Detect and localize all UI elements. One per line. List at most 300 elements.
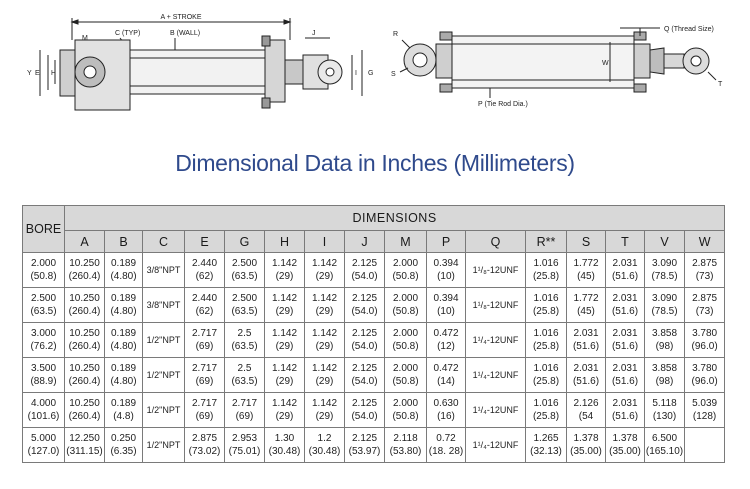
cell-inch-value: 1.772 [573, 258, 599, 269]
cell-mm-value: (101.6) [27, 411, 60, 422]
column-header: G [225, 231, 265, 253]
table-cell [606, 253, 645, 288]
cell-inch-value: 3.090 [651, 258, 678, 269]
cell-inch-value: 1¹/₄-12UNF [472, 369, 519, 380]
cell-mm-value: (53.80) [389, 446, 422, 457]
cell-mm-value: (25.8) [532, 411, 560, 422]
table-cell [427, 288, 466, 323]
cell-inch-value: 1/2"NPT [146, 404, 181, 415]
cell-inch-value: 0.189 [110, 293, 137, 304]
table-cell [466, 253, 526, 288]
cell-inch-value: 1/2"NPT [146, 439, 181, 450]
cell-inch-value: 1.142 [311, 398, 338, 409]
table-cell [105, 288, 143, 323]
cell-inch-value: 2.000 [392, 293, 419, 304]
cell-mm-value: (69) [195, 341, 214, 352]
cell-inch-value: 1.2 [317, 433, 332, 444]
cell-mm-value: (78.5) [651, 271, 678, 282]
cell-inch-value: 2.5 [237, 363, 252, 374]
table-cell [567, 253, 606, 288]
label-j: J [312, 30, 316, 37]
cell-mm-value: (25.8) [532, 341, 560, 352]
cell-inch-value: 1/2"NPT [146, 369, 181, 380]
table-cell [645, 323, 685, 358]
table-cell [305, 393, 345, 428]
table-cell [385, 323, 427, 358]
table-cell [466, 428, 526, 463]
table-row [23, 393, 725, 428]
table-cell [526, 253, 567, 288]
cell-mm-value: (12) [437, 341, 455, 352]
table-cell [65, 393, 105, 428]
cell-mm-value: (51.6) [611, 376, 639, 387]
cell-inch-value: 3/8"NPT [146, 264, 181, 275]
table-cell [685, 358, 725, 393]
cell-inch-value: 3.780 [692, 363, 718, 374]
cell-mm-value: (25.8) [532, 306, 560, 317]
cell-inch-value: 0.72 [436, 433, 456, 444]
table-cell [345, 428, 385, 463]
cell-mm-value: (10) [437, 306, 455, 317]
cell-inch-value: 2.031 [612, 398, 638, 409]
cell-inch-value: 2.717 [231, 398, 258, 409]
cell-inch-value: 2.118 [393, 433, 418, 444]
cell-mm-value: (69) [195, 376, 214, 387]
table-cell [185, 393, 225, 428]
table-cell [185, 288, 225, 323]
cell-inch-value: 1.142 [271, 258, 298, 269]
table-cell [385, 428, 427, 463]
column-header: I [305, 231, 345, 253]
column-header: J [345, 231, 385, 253]
cell-inch-value: 1.142 [271, 398, 298, 409]
table-cell [567, 428, 606, 463]
cell-inch-value: 1.016 [533, 258, 559, 269]
cell-mm-value: (62) [195, 306, 214, 317]
table-cell [645, 393, 685, 428]
cell-mm-value: (30.48) [268, 446, 301, 457]
table-cell [265, 428, 305, 463]
table-row [23, 428, 725, 463]
label-a-stroke: A + STROKE [160, 14, 202, 21]
cell-inch-value: 3/8"NPT [146, 299, 181, 310]
table-cell [427, 253, 466, 288]
table-cell [305, 253, 345, 288]
cell-mm-value: (14) [437, 376, 455, 387]
table-cell [606, 393, 645, 428]
cell-mm-value: (51.6) [611, 271, 639, 282]
column-header-row [23, 231, 725, 253]
table-cell [685, 428, 725, 463]
table-cell [265, 253, 305, 288]
table-cell [305, 358, 345, 393]
cell-inch-value: 1.142 [311, 328, 338, 339]
table-cell [143, 428, 185, 463]
cell-mm-value: (260.4) [68, 376, 101, 387]
technical-drawings [0, 0, 750, 140]
cell-inch-value: 2.126 [573, 398, 599, 409]
cell-mm-value: (62) [195, 271, 214, 282]
column-header: V [645, 231, 685, 253]
cell-mm-value: (96.0) [691, 376, 718, 387]
dimensions-header: DIMENSIONS [65, 206, 725, 231]
cell-mm-value: (50.8) [392, 411, 419, 422]
cell-inch-value: 2.000 [392, 258, 419, 269]
table-cell [23, 288, 65, 323]
cell-mm-value: (128) [692, 411, 717, 422]
cell-inch-value: 0.189 [110, 363, 137, 374]
table-cell [143, 393, 185, 428]
table-cell [685, 323, 725, 358]
cell-inch-value: 1.142 [311, 258, 338, 269]
cell-inch-value: 1¹/₈-12UNF [472, 264, 519, 275]
cell-mm-value: (30.48) [308, 446, 341, 457]
table-cell [685, 253, 725, 288]
cell-mm-value: (29) [315, 306, 334, 317]
table-cell [105, 428, 143, 463]
cell-inch-value: 0.189 [110, 398, 137, 409]
cell-mm-value: (311.15) [66, 446, 103, 457]
cell-mm-value: (260.4) [68, 271, 101, 282]
table-cell [265, 358, 305, 393]
cell-mm-value: (260.4) [68, 341, 101, 352]
table-cell [65, 323, 105, 358]
cell-inch-value: 3.780 [692, 328, 718, 339]
table-cell [385, 358, 427, 393]
cell-inch-value: 3.000 [30, 328, 57, 339]
cell-mm-value: (4.8) [113, 411, 134, 422]
label-e: E [35, 70, 40, 77]
cell-mm-value: (54.0) [351, 271, 378, 282]
table-cell [23, 323, 65, 358]
cell-mm-value: (260.4) [68, 306, 101, 317]
column-header: M [385, 231, 427, 253]
table-cell [143, 288, 185, 323]
cell-inch-value: 1.142 [271, 363, 298, 374]
table-cell [645, 288, 685, 323]
cell-mm-value: (165.10) [645, 446, 684, 457]
table-cell [185, 358, 225, 393]
cell-inch-value: 2.717 [191, 328, 218, 339]
cell-mm-value: (29) [315, 376, 334, 387]
table-cell [105, 358, 143, 393]
cell-mm-value: (50.8) [392, 376, 419, 387]
table-cell [23, 428, 65, 463]
cell-mm-value: (18. 28) [428, 446, 464, 457]
table-cell [65, 428, 105, 463]
table-cell [345, 358, 385, 393]
label-t: T [718, 81, 723, 88]
column-header: B [105, 231, 143, 253]
cell-inch-value: 2.125 [351, 398, 378, 409]
cell-inch-value: 10.250 [69, 293, 100, 304]
table-cell [526, 358, 567, 393]
table-cell [606, 358, 645, 393]
cell-inch-value: 4.000 [30, 398, 57, 409]
cell-inch-value: 3.858 [651, 363, 678, 374]
cell-mm-value: (29) [315, 341, 334, 352]
cell-mm-value: (54.0) [351, 376, 378, 387]
cell-inch-value: 2.717 [191, 363, 218, 374]
table-cell [385, 393, 427, 428]
cell-mm-value: (50.8) [392, 271, 419, 282]
cell-inch-value: 2.875 [692, 258, 718, 269]
cell-inch-value: 2.440 [191, 293, 218, 304]
cell-inch-value: 10.250 [69, 398, 100, 409]
cell-inch-value: 10.250 [69, 363, 100, 374]
cell-mm-value: (54.0) [351, 411, 378, 422]
cell-mm-value: (25.8) [532, 271, 560, 282]
cell-mm-value: (98) [655, 341, 674, 352]
cell-inch-value: 5.118 [652, 398, 677, 409]
cell-mm-value: (50.8) [392, 306, 419, 317]
label-y: Y [27, 70, 32, 77]
column-header: P [427, 231, 466, 253]
cell-mm-value: (63.5) [231, 341, 258, 352]
cell-inch-value: 2.031 [612, 363, 638, 374]
table-cell [567, 393, 606, 428]
cell-mm-value: (29) [275, 376, 294, 387]
label-m: M [82, 35, 88, 42]
cell-mm-value: (16) [437, 411, 455, 422]
cell-inch-value: 10.250 [69, 258, 100, 269]
table-cell [225, 358, 265, 393]
cell-mm-value: (69) [235, 411, 254, 422]
table-cell [225, 393, 265, 428]
cell-inch-value: 6.500 [651, 433, 678, 444]
table-cell [23, 253, 65, 288]
cell-mm-value: (63.5) [231, 271, 258, 282]
table-cell [427, 428, 466, 463]
table-cell [427, 358, 466, 393]
cell-inch-value: 0.472 [433, 328, 459, 339]
cell-inch-value: 1.30 [274, 433, 295, 444]
label-h: H [51, 70, 57, 77]
cell-inch-value: 2.440 [191, 258, 218, 269]
cell-mm-value: (29) [275, 341, 294, 352]
table-cell [606, 323, 645, 358]
cell-inch-value: 1.772 [573, 293, 599, 304]
cell-mm-value: (35.00) [570, 446, 602, 457]
cell-inch-value: 3.090 [651, 293, 678, 304]
cell-inch-value: 2.500 [231, 258, 258, 269]
cell-inch-value: 2.125 [351, 293, 378, 304]
cell-mm-value: (51.6) [611, 411, 639, 422]
cell-mm-value: (54 [578, 411, 594, 422]
table-cell [526, 323, 567, 358]
cell-inch-value: 0.250 [110, 433, 137, 444]
table-cell [265, 288, 305, 323]
cell-inch-value: 1.016 [533, 398, 559, 409]
cell-inch-value: 2.031 [612, 293, 638, 304]
cell-mm-value: (4.80) [110, 376, 137, 387]
table-cell [526, 393, 567, 428]
cell-inch-value: 1.016 [533, 328, 559, 339]
cell-mm-value: (73) [695, 306, 714, 317]
cell-mm-value: (51.6) [572, 376, 600, 387]
cell-inch-value: 0.189 [110, 258, 137, 269]
table-cell [385, 288, 427, 323]
table-cell [567, 358, 606, 393]
cell-mm-value: (69) [195, 411, 214, 422]
table-cell [265, 393, 305, 428]
table-cell [105, 253, 143, 288]
table-cell [466, 358, 526, 393]
cell-inch-value: 2.000 [392, 363, 419, 374]
cell-mm-value: (50.8) [30, 271, 57, 282]
end-view-drawing [400, 28, 716, 98]
table-cell [685, 288, 725, 323]
cell-mm-value: (54.0) [351, 306, 378, 317]
cell-inch-value: 2.125 [351, 258, 378, 269]
cell-inch-value: 1.142 [271, 293, 298, 304]
table-cell [305, 288, 345, 323]
table-cell [65, 288, 105, 323]
label-w: W [602, 60, 609, 67]
table-row [23, 358, 725, 393]
label-b: B (WALL) [170, 30, 201, 37]
table-cell [645, 253, 685, 288]
label-q: Q (Thread Size) [664, 26, 714, 33]
cell-inch-value: 1.142 [271, 328, 298, 339]
table-cell [345, 323, 385, 358]
cell-inch-value: 1.378 [612, 433, 638, 444]
table-cell [427, 323, 466, 358]
cell-inch-value: 5.039 [692, 398, 718, 409]
cell-mm-value: (4.80) [110, 271, 137, 282]
cell-inch-value: 3.858 [651, 328, 678, 339]
table-cell [645, 428, 685, 463]
cell-mm-value: (260.4) [68, 411, 101, 422]
column-header: R** [526, 231, 567, 253]
cell-inch-value: 2.500 [30, 293, 57, 304]
bore-header: BORE [23, 206, 65, 253]
table-cell [606, 428, 645, 463]
cell-inch-value: 2.031 [573, 328, 599, 339]
cell-mm-value: (32.13) [530, 446, 562, 457]
cell-mm-value: (29) [275, 411, 294, 422]
table-cell [105, 393, 143, 428]
cell-mm-value: (63.5) [30, 306, 57, 317]
cell-mm-value: (127.0) [27, 446, 60, 457]
cell-mm-value: (53.97) [348, 446, 381, 457]
cell-mm-value: (51.6) [572, 341, 600, 352]
cell-inch-value: 1.142 [311, 293, 338, 304]
cell-inch-value: 1.142 [311, 363, 338, 374]
cell-mm-value: (35.00) [609, 446, 641, 457]
table-cell [23, 393, 65, 428]
cell-inch-value: 5.000 [30, 433, 57, 444]
cell-mm-value: (130) [652, 411, 677, 422]
table-cell [225, 253, 265, 288]
cell-inch-value: 2.953 [231, 433, 258, 444]
table-cell [225, 323, 265, 358]
cell-inch-value: 1¹/₈-12UNF [472, 299, 519, 310]
cell-inch-value: 0.630 [433, 398, 459, 409]
table-cell [427, 393, 466, 428]
column-header: H [265, 231, 305, 253]
cell-inch-value: 2.717 [191, 398, 218, 409]
table-row [23, 253, 725, 288]
table-cell [65, 358, 105, 393]
cell-mm-value: (73.02) [188, 446, 221, 457]
table-cell [185, 323, 225, 358]
label-g: G [368, 70, 374, 77]
cell-inch-value: 10.250 [69, 328, 100, 339]
table-cell [345, 393, 385, 428]
cell-inch-value: 0.394 [433, 258, 459, 269]
table-cell [606, 288, 645, 323]
cell-mm-value: (4.80) [110, 306, 137, 317]
column-header: E [185, 231, 225, 253]
table-cell [143, 358, 185, 393]
cell-inch-value: 2.031 [612, 258, 638, 269]
cell-inch-value: 2.031 [612, 328, 638, 339]
cell-mm-value: (4.80) [110, 341, 137, 352]
cell-mm-value: (76.2) [30, 341, 57, 352]
cell-mm-value: (45) [577, 271, 595, 282]
cell-mm-value: (10) [437, 271, 455, 282]
table-cell [225, 288, 265, 323]
table-cell [645, 358, 685, 393]
table-cell [567, 288, 606, 323]
column-header: T [606, 231, 645, 253]
cell-mm-value: (29) [315, 411, 334, 422]
table-cell [265, 323, 305, 358]
cell-mm-value: (6.35) [110, 446, 137, 457]
cell-inch-value: 1.265 [533, 433, 559, 444]
cell-inch-value: 2.875 [692, 293, 718, 304]
label-s: S [391, 71, 396, 78]
cell-mm-value: (50.8) [392, 341, 419, 352]
cell-mm-value: (45) [577, 306, 595, 317]
table-cell [143, 253, 185, 288]
column-header: Q [466, 231, 526, 253]
column-header: C [143, 231, 185, 253]
label-r: R [393, 31, 399, 38]
cell-mm-value: (63.5) [231, 376, 258, 387]
cell-inch-value: 2.000 [392, 328, 419, 339]
cell-inch-value: 0.394 [433, 293, 459, 304]
cell-inch-value: 3.500 [30, 363, 57, 374]
cell-inch-value: 1¹/₄-12UNF [472, 404, 519, 415]
column-header: W [685, 231, 725, 253]
column-header: A [65, 231, 105, 253]
table-cell [526, 428, 567, 463]
table-cell [305, 323, 345, 358]
cell-inch-value: 2.125 [351, 363, 378, 374]
label-i: I [355, 70, 357, 77]
cell-mm-value: (96.0) [691, 341, 718, 352]
cell-inch-value: 1.016 [533, 363, 559, 374]
cell-mm-value: (54.0) [351, 341, 378, 352]
table-cell [567, 323, 606, 358]
cell-mm-value: (29) [275, 271, 294, 282]
dimensions-table [22, 205, 725, 463]
table-cell [385, 253, 427, 288]
cell-mm-value: (78.5) [651, 306, 678, 317]
cell-inch-value: 2.5 [237, 328, 252, 339]
cell-inch-value: 2.875 [191, 433, 218, 444]
label-c: C (TYP) [115, 30, 141, 37]
cell-inch-value: 2.125 [351, 328, 378, 339]
table-cell [143, 323, 185, 358]
table-cell [23, 358, 65, 393]
table-cell [345, 253, 385, 288]
cell-mm-value: (51.6) [611, 306, 639, 317]
table-cell [185, 253, 225, 288]
table-cell [466, 323, 526, 358]
